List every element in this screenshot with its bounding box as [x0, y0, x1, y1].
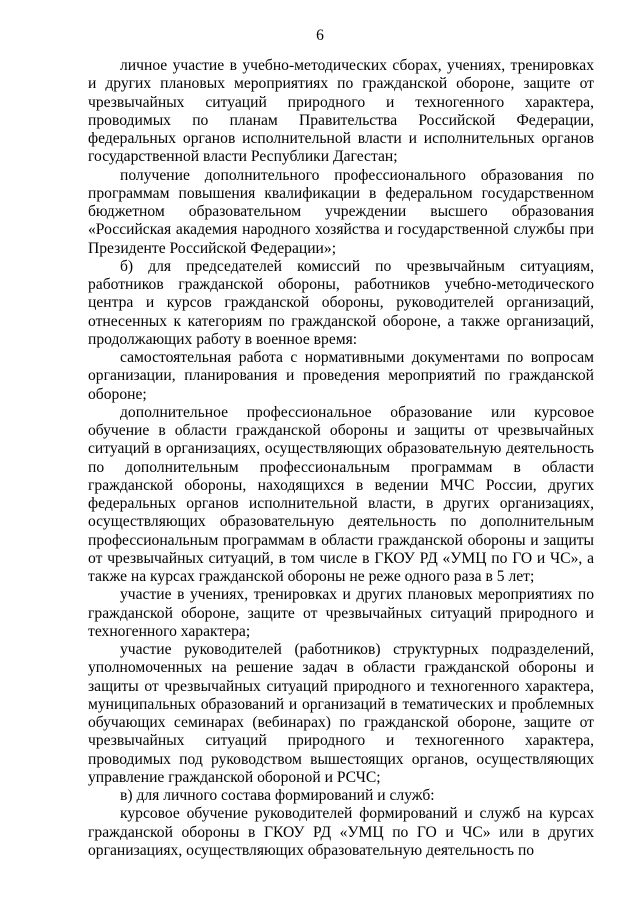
paragraph-personal-participation: личное участие в учебно-методических сборах, учениях, тренировках и других плановых мероприятиях по гражданской обороне, защите от чрезвычайных ситуаций природного и техногенного характера, проводимых по планам Правительства Российской Федерации, федеральных органов исполнительной власти и исполнительных органов государственной власти Республики Дагестан;	[88, 57, 594, 166]
paragraph-additional-education: получение дополнительного профессионального образования по программам повышения квалификации в федеральном государственном бюджетном образовательном учреждении высшего образования «Российская академия народного хозяйства и государственной службы при Президенте Российской Федерации»;	[88, 166, 594, 257]
paragraph-seminars-participation: участие руководителей (работников) структурных подразделений, уполномоченных на решение задач в области гражданской обороны и защиты от чрезвычайных ситуаций природного и техногенного характера, муниципальных образований и организаций в тематических и проблемных обучающих семинарах (вебинарах) по гражданской обороне, защите от чрезвычайных ситуаций природного и техногенного характера, проводимых под руководством вышестоящих органов, осуществляющих управление гражданской обороной и РСЧС;	[88, 641, 594, 786]
paragraph-item-c-heading: в) для личного состава формирований и служб:	[120, 787, 435, 804]
paragraph-exercises-participation: участие в учениях, тренировках и других плановых мероприятиях по гражданской обороне, защите от чрезвычайных ситуаций природного и техногенного характера;	[88, 586, 594, 640]
page-number: 6	[316, 27, 324, 44]
paragraph-independent-work: самостоятельная работа с нормативными документами по вопросам организации, планирования и проведения мероприятий по гражданской обороне;	[88, 349, 594, 403]
document-body	[88, 57, 594, 860]
paragraph-course-training: курсовое обучение руководителей формирований и служб на курсах гражданской обороны в ГКОУ РД «УМЦ по ГО и ЧС» или в других организациях, осуществляющих образовательную деятельность по	[88, 805, 594, 859]
paragraph-item-b-heading: б) для председателей комиссий по чрезвычайным ситуациям, работников гражданской обороны, работников учебно-методического центра и курсов гражданской обороны, руководителей организаций, отнесенных к категориям по гражданской обороне, а также организаций, продолжающих работу в военное время:	[88, 257, 594, 348]
paragraph-professional-education-courses: дополнительное профессиональное образование или курсовое обучение в области гражданской обороны и защиты от чрезвычайных ситуаций в организациях, осуществляющих образовательную деятельность по дополнительным профессиональным программам в области гражданской обороны, находящихся в ведении МЧС России, других федеральных органов исполнительной власти, в других организациях, осуществляющих образовательную деятельность по дополнительным профессиональным программам в области гражданской обороны и защиты от чрезвычайных ситуаций, в том числе в ГКОУ РД «УМЦ по ГО и ЧС», а также на курсах гражданской обороны не реже одного раза в 5 лет;	[88, 403, 594, 585]
